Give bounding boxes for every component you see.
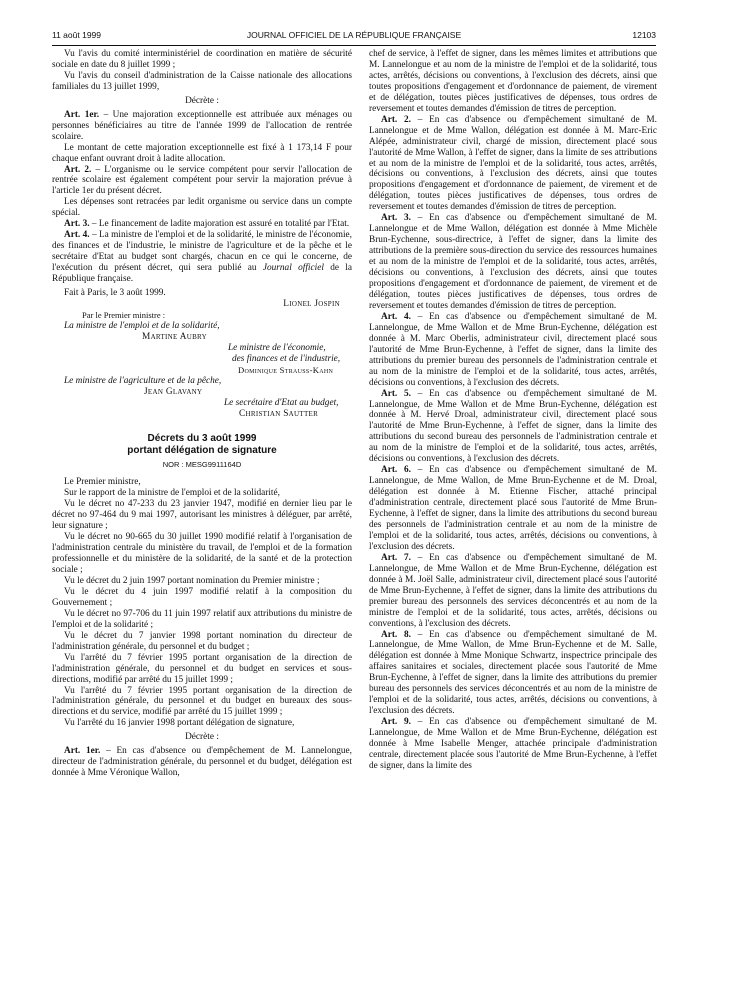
- left-column: [52, 49, 352, 779]
- article-text: – La ministre de l'emploi et de la solidarité, le ministre de l'économie, des finances et de l'industrie, le ministre de l'agriculture et de la pêche et le secrétaire d'Etat au budget sont chargés, chacun en ce qui le concerne, de l'exécution du présent décret, qui sera publié au: [52, 230, 352, 274]
- decree-article-1: [52, 746, 352, 779]
- article-label: Art. 1er.: [64, 109, 100, 120]
- signature-role: La ministre de l'emploi et de la solidarité,: [64, 320, 220, 331]
- article-1-continued: chef de service, à l'effet de signer, dans les mêmes limites et attributions que M. Lannelongue et au nom de la ministre de l'emploi et de la solidarité, tous actes, arrêtés, décisions ou conventions, à l'exclusion des décrets, ainsi que toutes propositions d'engagement et d'ordonnance de paiement, de virement et de délégation, toutes pièces justificatives de dépenses, tous ordres de reversement et toutes demandes d'émission de titres de perception.: [369, 49, 657, 114]
- article-text: de la République française.: [52, 263, 352, 285]
- article-2: [52, 165, 352, 198]
- decree-title: [52, 433, 352, 457]
- vu-paragraph: Vu le décret du 7 janvier 1998 portant nomination du directeur de l'administration générale, du personnel et du budget ;: [52, 630, 352, 652]
- header-date: 11 août 1999: [52, 30, 101, 40]
- signature-name: Dominique Strauss-Kahn: [238, 364, 334, 375]
- signature-name: Christian Sautter: [239, 408, 319, 419]
- decrete-heading: Décrète :: [185, 95, 219, 106]
- article-3: [369, 213, 657, 312]
- rapport-paragraph: Sur le rapport de la ministre de l'emploi et de la solidarité,: [64, 488, 280, 499]
- article-label: Art. 4.: [381, 311, 411, 322]
- article-text: – En cas d'absence ou d'empêchement simultané de M. Lannelongue, de Mme Wallon et de Mme Brun-Eychenne, délégation est donnée à M. Hervé Droal, administrateur civil, directement placé sous l'autorité de Mme Brun-Eychenne, à l'effet de signer, dans la limite des attributions du second bureau des personnels de l'administration centrale et au nom de la ministre de l'emploi et de la solidarité, tous actes, arrêtés, décisions ou conventions, à l'exclusion des décrets.: [369, 388, 658, 465]
- signature-name: Martine Aubry: [142, 331, 207, 342]
- par-le-premier-ministre: Par le Premier ministre :: [82, 309, 166, 320]
- article-8: [369, 630, 657, 718]
- vu-paragraph: Vu le décret no 97-706 du 11 juin 1997 relatif aux attributions du ministre de l'emploi et de la solidarité ;: [52, 608, 352, 630]
- article-3: [52, 219, 352, 230]
- article-text: – En cas d'absence ou d'empêchement simultané de M. Lannelongue et de Mme Wallon, délégation est donnée à M. Marc-Eric Alépée, administrateur civil, chargé de mission, directement placé sous l'autorité de Mme Wallon, à l'effet de signer, dans la limite de ses attributions et au nom de la ministre de l'emploi et de la solidarité, tous actes, arrêtés, décisions ou conventions, à l'exclusion des décrets, ainsi que toutes propositions d'engagement et d'ordonnance de paiement, de virement et de délégation, toutes pièces justificatives de dépenses, tous ordres de reversement et toutes demandes d'émission de titres de perception.: [369, 114, 658, 213]
- fait-a-paris: Fait à Paris, le 3 août 1999.: [64, 288, 166, 299]
- article-label: Art. 1er.: [64, 746, 101, 757]
- article-4: [52, 230, 352, 285]
- article-text: – En cas d'absence ou d'empêchement de M. Lannelongue, directeur de l'administration générale, du personnel et du budget, délégation est donnée à Mme Véronique Wallon,: [52, 746, 352, 779]
- vu-paragraph: Vu le décret du 4 juin 1997 modifié relatif à la composition du Gouvernement ;: [52, 586, 352, 608]
- article-text: – En cas d'absence ou d'empêchement simultané de M. Lannelongue et de Mme Wallon, délégation est donnée à Mme Michèle Brun-Eychenne, sous-directrice, à l'effet de signer, dans la limite des attributions de la première sous-direction du service des ressources humaines et au nom de la ministre de l'emploi et de la solidarité, tous actes, arrêtés, décisions ou conventions, à l'exclusion des décrets, ainsi que toutes propositions d'engagement et d'ordonnance de paiement, de virement et de délégation, toutes pièces justificatives de dépenses, tous ordres de reversement et toutes demandes d'émission de titres de perception.: [369, 213, 658, 311]
- signature-prime-minister: Lionel Jospin: [283, 298, 340, 309]
- article-label: Art. 4.: [64, 230, 90, 241]
- article-4: [369, 312, 657, 389]
- right-column: [369, 49, 657, 772]
- article-text: – En cas d'absence ou d'empêchement simultané de M. Lannelongue, de Mme Wallon et de Mme Brun-Eychenne, délégation est donnée à M. Joël Salle, administrateur civil, directement placé sous l'autorité de Mme Brun-Eychenne, à l'effet de signer, dans la limite des attributions du premier bureau des personnels des services déconcentrés et au nom de la ministre de l'emploi et de la solidarité, tous actes, arrêtés, décisions ou conventions, à l'exclusion des décrets.: [369, 552, 658, 629]
- article-text: – L'organisme ou le service compétent pour servir l'allocation de rentrée scolaire est également compétent pour servir la majoration prévue à l'article 1er du présent décret.: [52, 164, 352, 197]
- signature-name: Jean Glavany: [144, 386, 203, 397]
- signature-role: Le ministre de l'économie,: [228, 342, 326, 353]
- article-5: [369, 389, 657, 466]
- decree-title-line: portant délégation de signature: [127, 445, 277, 457]
- header-title: JOURNAL OFFICIEL DE LA RÉPUBLIQUE FRANÇAISE: [246, 30, 462, 40]
- article-label: Art. 9.: [381, 717, 411, 728]
- header-rule: [52, 45, 656, 46]
- article-label: Art. 6.: [381, 465, 411, 476]
- article-text: – En cas d'absence ou d'empêchement simultané de M. Lannelongue, de Mme Wallon, de Mme Brun-Eychenne et de M. Droal, délégation est donnée à M. Etienne Fischer, attaché principal d'administration centrale, directement placé sous l'autorité de Mme Brun-Eychenne, à l'effet de signer, dans la limite des attributions du second bureau des personnels de l'administration centrale et au nom de la ministre de l'emploi et de la solidarité, tous actes, arrêtés, décisions ou conventions, à l'exclusion des décrets.: [369, 465, 658, 552]
- vu-paragraph: Vu l'arrêté du 16 janvier 1998 portant délégation de signature,: [64, 718, 295, 729]
- vu-paragraph: Vu le décret no 47-233 du 23 janvier 1947, modifié en dernier lieu par le décret no 97-464 du 9 mai 1997, autorisant les ministres à déléguer, par arrêté, leur signature ;: [52, 499, 352, 532]
- signature-role: des finances et de l'industrie,: [232, 353, 341, 364]
- journal-officiel-ref: Journal officiel: [262, 263, 324, 274]
- article-9: [369, 717, 657, 772]
- article-2: [369, 115, 657, 214]
- article-text: – Le financement de ladite majoration est assuré en totalité par l'Etat.: [89, 219, 350, 230]
- article-text: – En cas d'absence ou d'empêchement simultané de M. Lannelongue, de Mme Wallon, de Mme Brun-Eychenne et de M. Salle, délégation est donnée à Mme Monique Schwartz, inspectrice principale des affaires sanitaires et sociales, directement placée sous l'autorité de Mme Brun-Eychenne, à l'effet de signer, dans la limite des attributions du premier bureau des personnels des services déconcentrés et au nom de la ministre de l'emploi et de la solidarité, tous actes, arrêtés, décisions ou conventions, à l'exclusion des décrets.: [369, 629, 658, 717]
- signature-role: Le secrétaire d'Etat au budget,: [224, 397, 339, 408]
- vu-paragraph: Vu l'avis du comité interministériel de coordination en matière de sécurité sociale en date du 8 juillet 1999 ;: [52, 49, 352, 70]
- signature-role: Le ministre de l'agriculture et de la pêche,: [64, 375, 222, 386]
- article-1: [52, 110, 352, 143]
- article-label: Art. 5.: [381, 388, 411, 399]
- decree-title-line: Décrets du 3 août 1999: [147, 433, 257, 445]
- header-page-number: 12103: [632, 30, 656, 40]
- article-6: [369, 465, 657, 553]
- article-7: [369, 553, 657, 630]
- premier-ministre: Le Premier ministre,: [64, 477, 141, 488]
- vu-paragraph: Vu l'avis du conseil d'administration de la Caisse nationale des allocations familiales du 13 juillet 1999,: [52, 70, 352, 92]
- article-2-paragraph-2: Les dépenses sont retracées par ledit organisme ou service dans un compte spécial.: [52, 197, 352, 219]
- vu-paragraph: Vu l'arrêté du 7 février 1995 portant organisation de la direction de l'administration générale, du personnel et du budget en services et sous-directions, modifié par arrêté du 15 juillet 1999 ;: [52, 652, 352, 685]
- vu-paragraph: Vu le décret no 90-665 du 30 juillet 1990 modifié relatif à l'organisation de l'administration centrale du ministère du travail, de l'emploi et de la formation professionnelle et du ministère de la solidarité, de la santé et de la protection sociale ;: [52, 532, 352, 576]
- vu-paragraph: Vu l'arrêté du 7 février 1995 portant organisation de la direction de l'administration générale, du personnel et du budget en bureaux des sous-directions et du service, modifié par arrêté du 15 juillet 1999 ;: [52, 685, 352, 718]
- article-label: Art. 3.: [64, 219, 90, 230]
- article-label: Art. 2.: [64, 164, 92, 175]
- article-text: – Une majoration exceptionnelle est attribuée aux ménages ou personnes bénéficiaires au titre de l'année 1999 de l'allocation de rentrée scolaire.: [52, 109, 352, 142]
- vu-paragraph: Vu le décret du 2 juin 1997 portant nomination du Premier ministre ;: [64, 575, 320, 586]
- article-1-paragraph-2: Le montant de cette majoration exceptionnelle est fixé à 1 173,14 F pour chaque enfant ouvrant droit à ladite allocation.: [52, 142, 352, 164]
- article-text: – En cas d'absence ou d'empêchement simultané de M. Lannelongue, de Mme Wallon et de Mme Brun-Eychenne, délégation est donnée à Mme Isabelle Menger, attachée principale d'administration centrale, directement placée sous l'autorité de Mme Brun-Eychenne, à l'effet de signer, dans la limite des: [369, 717, 658, 771]
- page-header: [52, 30, 656, 44]
- article-text: – En cas d'absence ou d'empêchement simultané de M. Lannelongue, de Mme Wallon et de Mme Brun-Eychenne, délégation est donnée à M. Marc Oberlis, administrateur civil, directement placé sous l'autorité de Mme Brun-Eychenne, à l'effet de signer, dans la limite des attributions du premier bureau des personnels de l'administration centrale et au nom de la ministre de l'emploi et de la solidarité, tous actes, arrêtés, décisions ou conventions, à l'exclusion des décrets.: [369, 311, 658, 388]
- decrete-heading: Décrète :: [185, 732, 219, 743]
- article-label: Art. 2.: [381, 114, 411, 125]
- article-label: Art. 7.: [381, 552, 411, 563]
- nor-reference: NOR : MESG9911164D: [162, 460, 242, 470]
- article-label: Art. 8.: [381, 629, 411, 640]
- article-label: Art. 3.: [381, 213, 411, 224]
